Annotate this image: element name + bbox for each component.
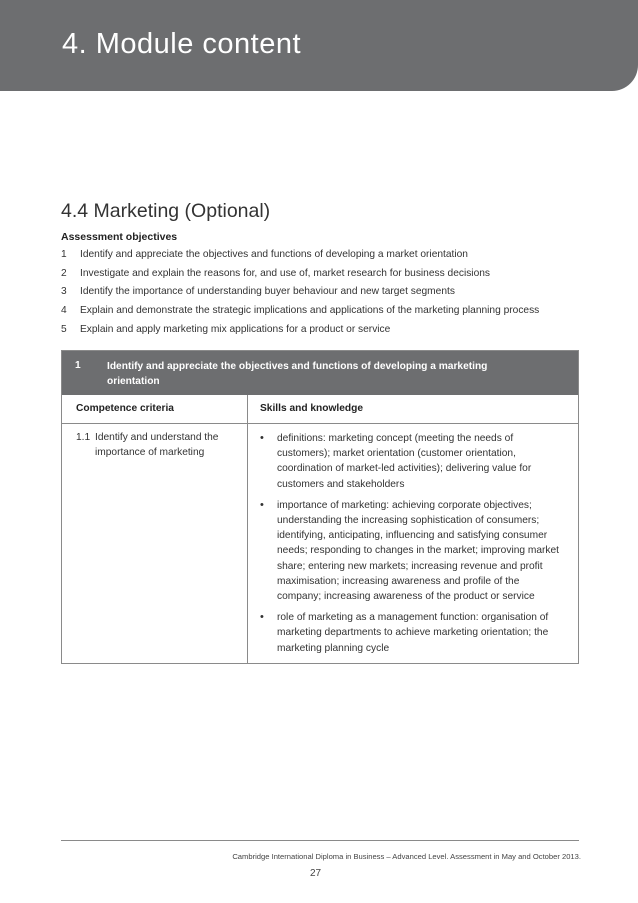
competence-table (61, 350, 579, 664)
objective-text: Identify and appreciate the objectives and functions of developing a market orientation (80, 249, 468, 260)
skill-item (259, 431, 564, 492)
objective-item (61, 304, 581, 323)
skill-text: importance of marketing: achieving corporate objectives; understanding the increasing sophistication of consumers; identifying, anticipating, influencing and satisfying consumer needs; responding to changes in the market; improving market share; entering new markets; increasing revenue and profit maximisation; increasing awareness and profile of the company; increasing awareness of the product or service (277, 499, 560, 603)
bullet-icon: • (260, 611, 264, 624)
table-header-number: 1 (75, 360, 81, 371)
criterion-text: Identify and understand the importance of marketing (95, 432, 219, 458)
header-band (0, 0, 638, 91)
objective-number: 5 (61, 323, 67, 335)
footer-text: Cambridge International Diploma in Business – Advanced Level. Assessment in May and October 2013. (232, 852, 581, 861)
page-header-title: 4. Module content (62, 28, 302, 60)
objective-text: Explain and demonstrate the strategic implications and applications of the marketing planning process (80, 305, 540, 317)
skill-text: definitions: marketing concept (meeting the needs of customers); market orientation (customer orientation, coordination of market-led activities); delivering value for customers and stakeholders (277, 433, 532, 490)
section-title: 4.4 Marketing (Optional) (61, 200, 271, 222)
competence-criteria-header: Competence criteria (76, 403, 174, 414)
page-number: 27 (310, 868, 322, 879)
column-header-row (62, 395, 578, 424)
objective-text: Identify the importance of understanding buyer behaviour and new target segments (80, 286, 455, 298)
objective-item (61, 267, 581, 286)
objective-text: Explain and apply marketing mix applications for a product or service (80, 323, 391, 335)
skill-item (259, 610, 564, 656)
objective-item (61, 248, 581, 267)
bullet-icon: • (260, 498, 264, 511)
skills-list (259, 431, 564, 662)
objective-number: 4 (61, 305, 67, 317)
objective-number: 2 (61, 267, 67, 279)
skill-text: role of marketing as a management function: organisation of marketing departments to achieve marketing orientation; the marketing planning cycle (277, 612, 549, 654)
skill-item (259, 498, 564, 604)
objective-number: 1 (61, 249, 67, 260)
table-header-band (62, 351, 578, 395)
objective-number: 3 (61, 286, 67, 298)
assessment-objectives-heading: Assessment objectives (61, 231, 178, 243)
objective-item (61, 285, 581, 304)
skills-knowledge-header: Skills and knowledge (260, 403, 364, 414)
objective-text: Investigate and explain the reasons for, and use of, market research for business decisions (80, 267, 490, 279)
table-header-text: Identify and appreciate the objectives and functions of developing a marketing orientation (107, 361, 488, 387)
bullet-icon: • (260, 432, 264, 444)
objective-item (61, 323, 581, 342)
assessment-objectives-list (61, 248, 581, 341)
footer-rule (61, 840, 579, 841)
criterion-number: 1.1 (76, 432, 91, 443)
criterion-cell (76, 431, 242, 460)
column-divider (247, 395, 248, 663)
